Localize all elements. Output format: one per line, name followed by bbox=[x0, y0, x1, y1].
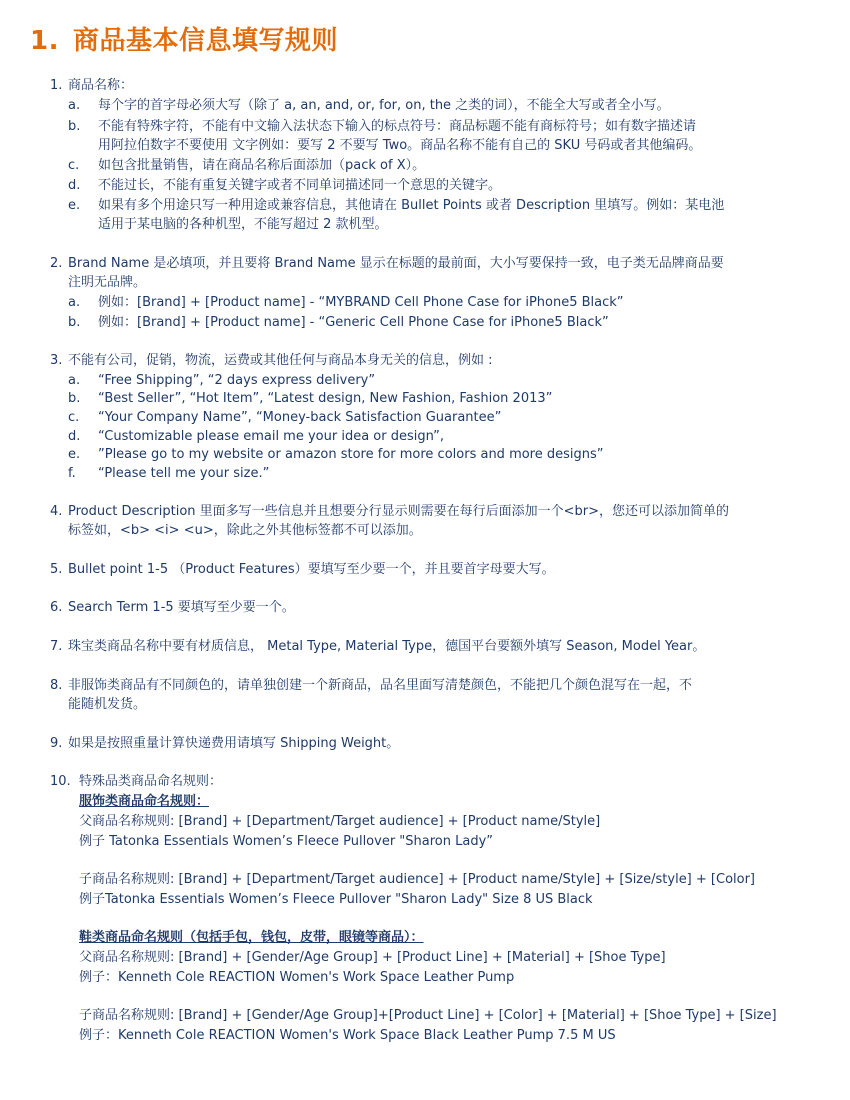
list-item-text: “Please tell me your size.” bbox=[98, 466, 270, 481]
title-text: 商品基本信息填写规则 bbox=[72, 26, 338, 56]
list-item-text: 每个字的首字母必须大写（除了 a, an, and, or, for, on, the 之类的词），不能全大写或者全小写。 bbox=[98, 98, 670, 113]
list-item-text: “Your Company Name”, “Money-back Satisfaction Guarantee” bbox=[98, 410, 502, 425]
apparel-child-rule: 子商品名称规则: [Brand] + [Department/Target audience] + [Product name/Style] + [Size/style] + [Color] bbox=[79, 872, 756, 887]
section-2-text: Brand Name 是必填项，并且要将 Brand Name 显示在标题的最前面，大小写要保持一致，电子类无品牌商品要 bbox=[68, 256, 724, 271]
section-9-text: 如果是按照重量计算快递费用请填写 Shipping Weight。 bbox=[68, 736, 400, 751]
list-item-text: ”Please go to my website or amazon store for more colors and more designs” bbox=[98, 447, 604, 462]
section-5-text: Bullet point 1-5 （Product Features）要填写至少要一个，并且要首字母要大写。 bbox=[68, 562, 555, 577]
document-title bbox=[30, 20, 338, 57]
section-4-text: 标签如，<b> <i> <u>，除此之外其他标签都不可以添加。 bbox=[68, 523, 422, 538]
shoes-parent-rule: 父商品名称规则: [Brand] + [Gender/Age Group] + [Product Line] + [Material] + [Shoe Type] bbox=[79, 950, 666, 965]
section-8-text: 能随机发货。 bbox=[68, 697, 147, 712]
shoes-child-example: 例子：Kenneth Cole REACTION Women's Work Space Black Leather Pump 7.5 M US bbox=[79, 1028, 616, 1043]
list-item-letter: b. bbox=[68, 119, 81, 134]
section-8-text: 非服饰类商品有不同颜色的，请单独创建一个新商品，品名里面写清楚颜色，不能把几个颜色混写在一起，不 bbox=[68, 678, 693, 693]
section-7-number: 7. bbox=[50, 639, 63, 654]
list-item-letter: d. bbox=[68, 178, 81, 193]
list-item-letter: c. bbox=[68, 410, 80, 425]
list-item-letter: a. bbox=[68, 373, 81, 388]
list-item-letter: b. bbox=[68, 391, 81, 406]
apparel-parent-rule: 父商品名称规则: [Brand] + [Department/Target audience] + [Product name/Style] bbox=[79, 814, 601, 829]
section-6-text: Search Term 1-5 要填写至少要一个。 bbox=[68, 600, 295, 615]
list-item-text: 如包含批量销售，请在商品名称后面添加（pack of X）。 bbox=[98, 158, 426, 173]
list-item-text: 不能过长，不能有重复关键字或者不同单词描述同一个意思的关键字。 bbox=[98, 178, 502, 193]
section-10-number: 10. bbox=[50, 774, 71, 789]
section-4-text: Product Description 里面多写一些信息并且想要分行显示则需要在每行后面添加一个<br>，您还可以添加简单的 bbox=[68, 504, 730, 519]
section-8-number: 8. bbox=[50, 678, 63, 693]
list-item-text: 不能有特殊字符，不能有中文输入法状态下输入的标点符号：商品标题不能有商标符号；如有数字描述请 bbox=[98, 119, 697, 134]
section-4-number: 4. bbox=[50, 504, 63, 519]
shoes-child-rule: 子商品名称规则: [Brand] + [Gender/Age Group]+[Product Line] + [Color] + [Material] + [Shoe Type] + [Size] bbox=[79, 1008, 777, 1023]
section-3-number: 3. bbox=[50, 353, 63, 368]
list-item-text: “Best Seller”, “Hot Item”, “Latest design, New Fashion, Fashion 2013” bbox=[98, 391, 553, 406]
list-item-letter: e. bbox=[68, 198, 81, 213]
list-item-text: 例如：[Brand] + [Product name] - “MYBRAND Cell Phone Case for iPhone5 Black” bbox=[98, 295, 624, 310]
section-3-text: 不能有公司，促销，物流，运费或其他任何与商品本身无关的信息，例如 : bbox=[68, 353, 493, 368]
section-1-number: 1. bbox=[50, 78, 63, 93]
list-item-letter: c. bbox=[68, 158, 80, 173]
apparel-child-example: 例子Tatonka Essentials Women’s Fleece Pullover "Sharon Lady" Size 8 US Black bbox=[79, 892, 593, 907]
list-item-text: 例如：[Brand] + [Product name] - “Generic Cell Phone Case for iPhone5 Black” bbox=[98, 315, 609, 330]
section-9-number: 9. bbox=[50, 736, 63, 751]
section-10-heading: 特殊品类商品命名规则： bbox=[79, 774, 223, 789]
list-item-text: “Free Shipping”, “2 days express delivery” bbox=[98, 373, 376, 388]
list-item-letter: e. bbox=[68, 447, 81, 462]
section-1-text: 商品名称： bbox=[68, 78, 134, 93]
apparel-parent-example: 例子 Tatonka Essentials Women’s Fleece Pullover "Sharon Lady” bbox=[79, 834, 494, 849]
shoes-heading: 鞋类商品命名规则（包括手包，钱包，皮带，眼镜等商品）： bbox=[79, 930, 424, 945]
section-5-number: 5. bbox=[50, 562, 63, 577]
list-item-letter: a. bbox=[68, 295, 81, 310]
list-item-letter: b. bbox=[68, 315, 81, 330]
list-item-letter: a. bbox=[68, 98, 81, 113]
section-7-text: 珠宝类商品名称中要有材质信息， Metal Type, Material Type，德国平台要额外填写 Season, Model Year。 bbox=[68, 639, 706, 654]
section-2-text: 注明无品牌。 bbox=[68, 275, 147, 290]
list-item-text: 用阿拉伯数字不要使用 文字例如：要写 2 不要写 Two。商品名称不能有自己的 SKU 号码或者其他编码。 bbox=[98, 138, 702, 153]
shoes-parent-example: 例子：Kenneth Cole REACTION Women's Work Space Leather Pump bbox=[79, 970, 515, 985]
title-number: 1. bbox=[30, 26, 59, 56]
list-item-letter: d. bbox=[68, 429, 81, 444]
list-item-text: 适用于某电脑的各种机型，不能写超过 2 款机型。 bbox=[98, 217, 388, 232]
list-item-text: 如果有多个用途只写一种用途或兼容信息，其他请在 Bullet Points 或者 Description 里填写。例如：某电池 bbox=[98, 198, 725, 213]
list-item-letter: f. bbox=[68, 466, 76, 481]
apparel-heading: 服饰类商品命名规则： bbox=[79, 794, 210, 809]
section-2-number: 2. bbox=[50, 256, 63, 271]
section-6-number: 6. bbox=[50, 600, 63, 615]
list-item-text: “Customizable please email me your idea or design”, bbox=[98, 429, 445, 444]
